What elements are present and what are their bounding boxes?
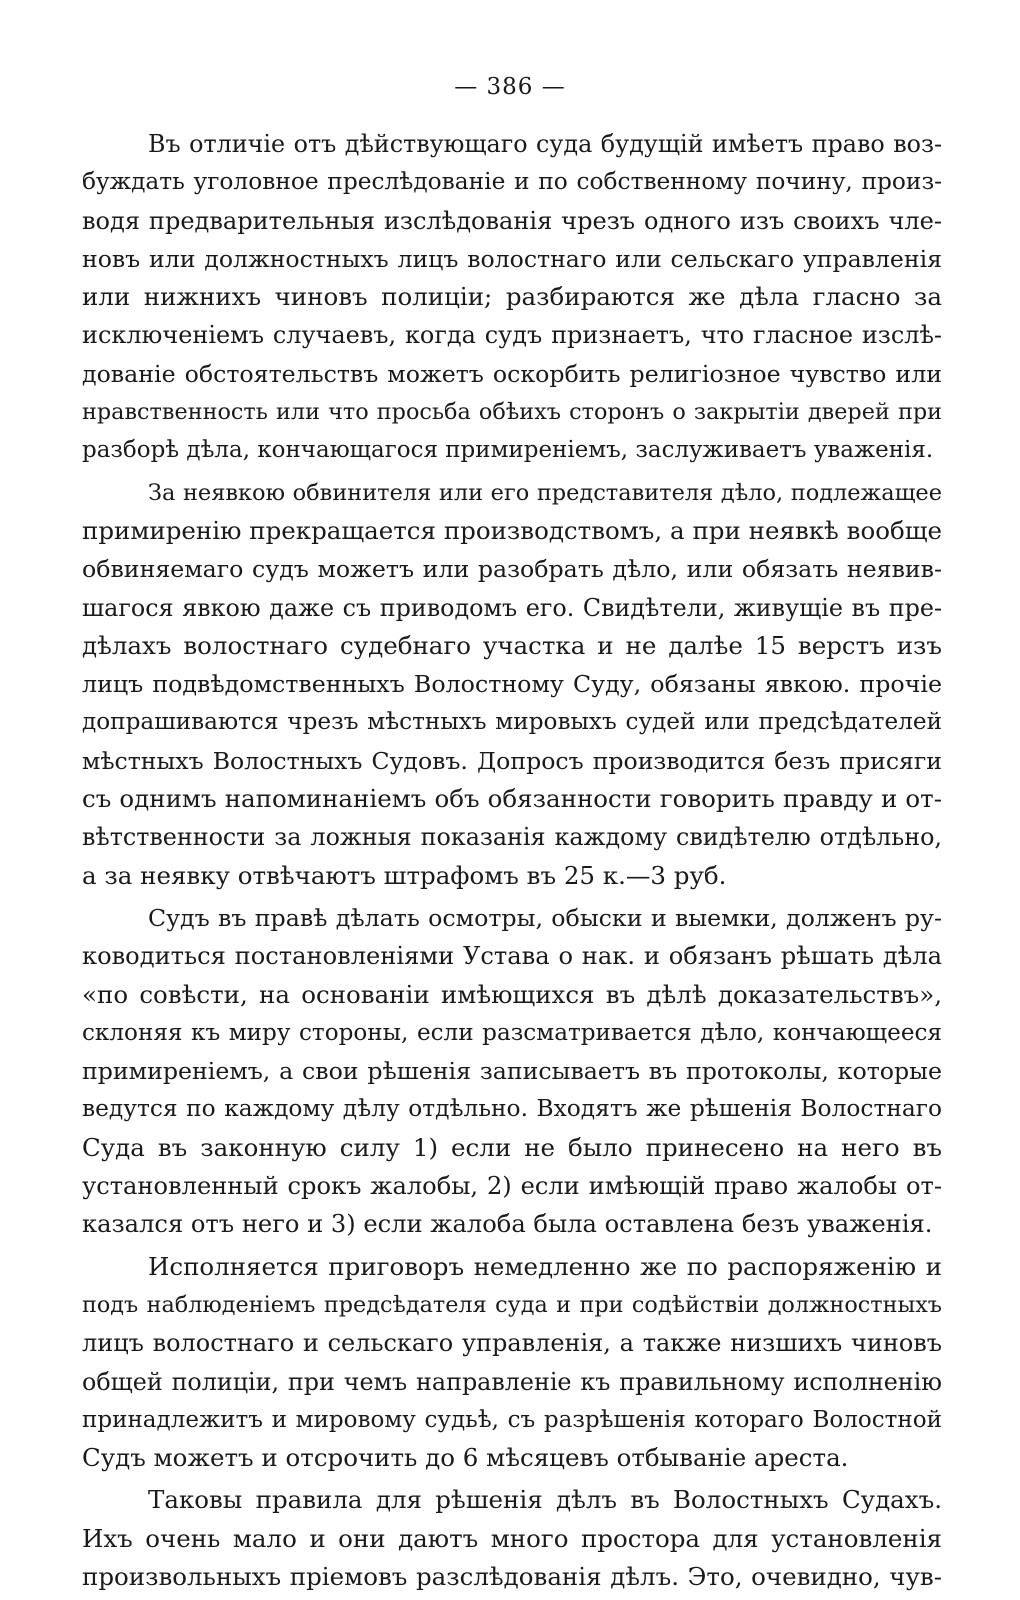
text-line: новъ или должностныхъ лицъ волостнаго или сельскаго управленія: [82, 244, 942, 273]
page-number: — 386 —: [454, 74, 566, 100]
paragraph: [82, 1481, 942, 1596]
text-line: водя предварительныя изслѣдованія чрезъ одного изъ своихъ чле-: [82, 206, 942, 235]
text-line: принадлежитъ и мировому судьѣ, съ разрѣшенія котораго Волостной: [82, 1406, 942, 1433]
text-line: нравственность или что просьба обѣихъ сторонъ о закрытіи дверей при: [82, 399, 942, 426]
text-line: буждать уголовное преслѣдованіе и по собственному почину, произ-: [82, 168, 942, 196]
text-line: Судъ можетъ и отсрочить до 6 мѣсяцевъ отбываніе ареста.: [82, 1443, 849, 1473]
text-line: лицъ волостнаго и сельскаго управленія, а также низшихъ чиновъ: [82, 1329, 942, 1358]
text-line: Таковы правила для рѣшенія дѣлъ въ Волостныхъ Судахъ.: [148, 1485, 942, 1515]
text-line: шагося явкою даже съ приводомъ его. Свидѣтели, живущіе въ пре-: [82, 593, 942, 622]
text-line: дѣлахъ волостнаго судебнаго участка и не далѣе 15 верстъ изъ: [82, 630, 942, 660]
text-line: Ихъ очень мало и они даютъ много простора для установленія: [82, 1523, 942, 1553]
text-line: примиренію прекращается производствомъ, а при неявкѣ вообще: [82, 515, 942, 545]
text-line: или нижнихъ чиновъ полиціи; разбираются же дѣла гласно за: [82, 282, 942, 312]
text-line: склоняя къ миру стороны, если разсматривается дѣло, кончающееся: [82, 1019, 942, 1046]
text-line: казался отъ него и 3) если жалоба была оставлена безъ уваженія.: [82, 1210, 933, 1239]
text-line: а за неявку отвѣчаютъ штрафомъ въ 25 к.—3 руб.: [82, 860, 727, 890]
text-line: установленный срокъ жалобы, 2) если имѣющій право жалобы от-: [82, 1172, 942, 1201]
text-line: дованіе обстоятельствъ можетъ оскорбить религіозное чувство или: [82, 359, 942, 388]
text-line: подъ наблюденіемъ предсѣдателя суда и при содѣйствіи должностныхъ: [82, 1291, 942, 1318]
body-text: [82, 125, 942, 1600]
text-line: допрашиваются чрезъ мѣстныхъ мировыхъ судей или предсѣдателей: [82, 709, 942, 736]
text-line: «по совѣсти, на основаніи имѣющихся въ дѣлѣ доказательствъ»,: [82, 979, 942, 1009]
text-line: общей полиціи, при чемъ направленіе къ правильному исполненію: [82, 1367, 942, 1396]
text-line: За неявкою обвинителя или его представителя дѣло, подлежащее: [148, 479, 942, 506]
text-line: ководиться постановленіями Устава о нак. и обязанъ рѣшать дѣла: [82, 942, 942, 971]
text-line: Судъ въ правѣ дѣлать осмотры, обыски и выемки, долженъ ру-: [148, 903, 942, 932]
text-line: обвиняемаго судъ можетъ или разобрать дѣло, или обязать неявив-: [82, 555, 942, 584]
text-line: Въ отличіе отъ дѣйствующаго суда будущій имѣетъ право воз-: [148, 130, 942, 158]
text-line: лицъ подвѣдомственныхъ Волостному Суду, обязаны явкою. прочіе: [82, 670, 942, 699]
text-line: съ однимъ напоминаніемъ объ обязанности говорить правду и от-: [82, 784, 942, 814]
paragraph: [82, 125, 942, 470]
text-line: Исполняется приговоръ немедленно же по распоряженію и: [148, 1251, 942, 1281]
text-line: произвольныхъ пріемовъ разслѣдованія дѣлъ. Это, очевидно, чув-: [82, 1561, 942, 1591]
text-line: исключеніемъ случаевъ, когда судъ признаетъ, что гласное изслѣ-: [82, 321, 942, 350]
text-line: ведутся по каждому дѣлу отдѣльно. Входятъ же рѣшенія Волостнаго: [82, 1095, 942, 1123]
paragraph: [82, 1248, 942, 1478]
text-line: мѣстныхъ Волостныхъ Судовъ. Допросъ производится безъ присяги: [82, 746, 942, 775]
text-line: вѣтственности за ложныя показанія каждому свидѣтелю отдѣльно,: [82, 823, 942, 852]
text-line: примиреніемъ, а свои рѣшенія записываетъ въ протоколы, которые: [82, 1057, 942, 1086]
text-line: Суда въ законную силу 1) если не было принесено на него въ: [82, 1132, 942, 1162]
paragraph: [82, 899, 942, 1244]
text-line: разборѣ дѣла, кончающагося примиреніемъ, заслуживаетъ уваженія.: [82, 437, 934, 464]
paragraph: [82, 474, 942, 895]
